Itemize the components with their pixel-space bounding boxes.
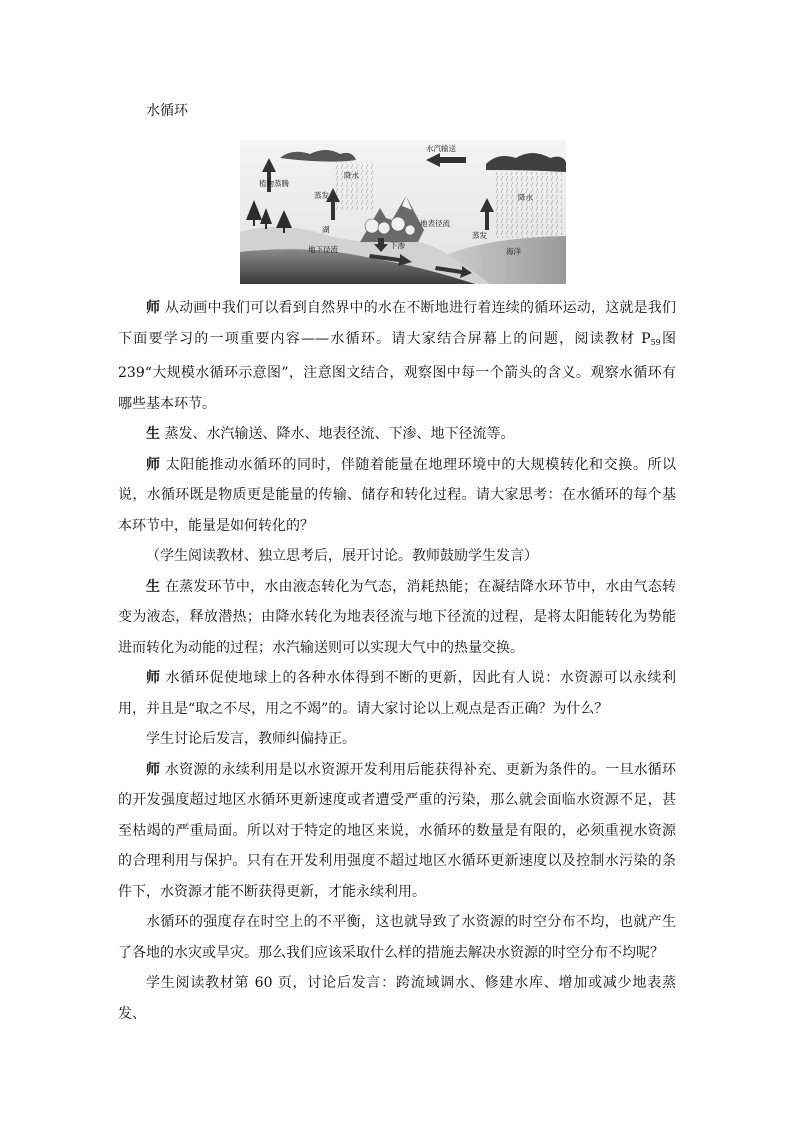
paragraph	[118, 755, 676, 908]
speaker-label: 生	[146, 426, 160, 442]
paragraph-text: 水循环促使地球上的各种水体得到不断的更新，因此有人说：水资源可以永续利用，并且是“取之不尽，用之不竭”的。请大家讨论以上观点是否正确？为什么？	[118, 670, 677, 717]
label-precip-land: 降水	[344, 171, 359, 180]
body-text	[118, 293, 676, 1029]
speaker-label: 师	[146, 670, 161, 686]
paragraph	[118, 419, 676, 450]
paragraph-text: （学生阅读教材、独立思考后，展开讨论。教师鼓励学生发言）	[146, 548, 538, 564]
paragraph-text: 图 239“大规模水循环示意图”，注意图文结合，观察图中每一个箭头的含义。观察水循环有哪些基本环节。	[118, 330, 677, 412]
paragraph-text: 学生讨论后发言，教师纠偏持正。	[146, 731, 356, 747]
rain-right	[496, 172, 562, 238]
paragraph	[118, 907, 676, 968]
water-cycle-diagram	[240, 140, 566, 284]
paragraph	[118, 724, 676, 755]
rain-left	[335, 162, 375, 210]
paragraph-text: 蒸发、水汽输送、降水、地表径流、下渗、地下径流等。	[164, 426, 515, 442]
label-evaporation-land: 蒸发	[314, 191, 329, 200]
heading-text: 水循环	[146, 103, 188, 119]
speaker-label: 师	[146, 456, 161, 473]
label-surface-runoff: 地表径流	[420, 219, 450, 228]
label-ocean: 海洋	[506, 247, 521, 256]
label-infiltration: 下渗	[390, 241, 405, 250]
label-evaporation-sea: 蒸发	[472, 231, 487, 240]
speaker-label: 师	[146, 761, 161, 778]
label-precip-sea: 降水	[518, 193, 533, 202]
label-transpiration: 植物蒸腾	[259, 179, 289, 188]
speaker-label: 师	[146, 300, 161, 316]
paragraph	[118, 450, 676, 542]
paragraph-text: 水循环的强度存在时空上的不平衡，这也就导致了水资源的时空分布不均，也就产生了各地的水灾或旱灾。那么我们应该采取什么样的措施去解决水资源的时空分布不均呢？	[118, 914, 676, 961]
paragraph-text: 从动画中我们可以看到自然界中的水在不断地进行着连续的循环运动，这就是我们下面要学习的一项重要内容——水循环。请大家结合屏幕上的问题，阅读教材 P	[118, 300, 677, 347]
paragraph	[118, 572, 676, 664]
paragraph-text: 学生阅读教材第 60 页，讨论后发言：跨流域调水、修建水库、增加或减少地表蒸发、	[118, 975, 676, 1022]
paragraph	[118, 541, 676, 572]
section-heading	[146, 100, 188, 122]
paragraph	[118, 968, 676, 1029]
paragraph-text: 在蒸发环节中，水由液态转化为气态，消耗热能；在凝结降水环节中，水由气态转变为液态，释放潜热；由降水转化为地表径流与地下径流的过程，是将太阳能转化为势能进而转化为动能的过程；水汽输送则可以实现大气中的热量交换。	[118, 578, 677, 656]
paragraph	[118, 293, 676, 419]
speaker-label: 生	[146, 578, 161, 595]
paragraph-text: 太阳能推动水循环的同时，伴随着能量在地理环境中的大规模转化和交换。所以说，水循环既是物质更是能量的传输、储存和转化过程。请大家思考：在水循环的每个基本环节中，能量是如何转化的？	[118, 456, 677, 534]
paragraph	[118, 663, 676, 724]
label-vapor-transport: 水汽输送	[426, 144, 456, 153]
page-subscript: 59	[650, 337, 661, 347]
label-groundwater: 地下径流	[308, 245, 338, 254]
label-lake: 湖	[322, 225, 330, 234]
paragraph-text: 水资源的永续利用是以水资源开发利用后能获得补充、更新为条件的。一旦水循环的开发强度超过地区水循环更新速度或者遭受严重的污染，那么就会面临水资源不足，甚至枯竭的严重局面。所以对于特定的地区来说，水循环的数量是有限的，必须重视水资源的合理利用与保护。只有在开发利用强度不超过地区水循环更新速度以及控制水污染的条件下，水资源才能不断获得更新，才能永续利用。	[118, 761, 677, 900]
